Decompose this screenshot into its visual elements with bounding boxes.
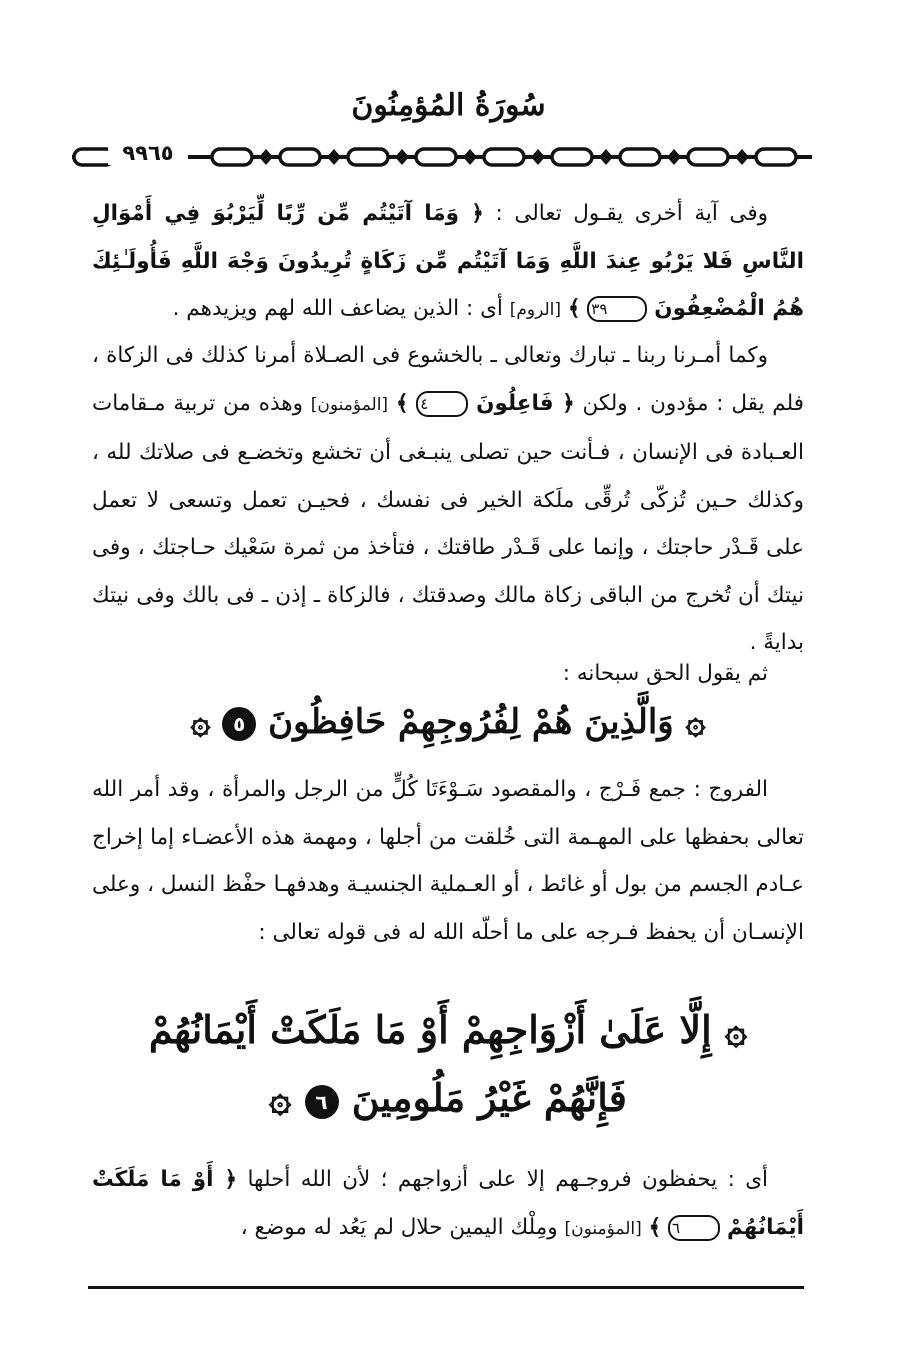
verse-5 [92, 696, 804, 748]
ornament-oval [484, 149, 524, 165]
para1-text-2: أى : الذين يضاعف الله لهم ويزيدهم . [172, 296, 510, 321]
para2-text-2: وهذه من تربية مـقامات العـبادة فى الإنسان ، فـأنت حين تصلى ينبـغى أن تخشع وتخضـع فى صلاتك لله ، وكذلك حـين تُزكّى تُرقِّى ملَكة الخير فى نفسك ، فحيـن تعمل وتسعى لا تعمل على قَـدْر حاجتك ، وإنما على قَـدْر طاقتك ، فتأخذ من ثمرة سَعْيك حـاجتك ، وفى نيتك أن تُخرج من الباقى زكاة مالك وصدقتك ، فالزكاة ـ إذن ـ فى بالك وفى نيتك بدايةً . [92, 390, 804, 655]
ornament-diamond [599, 149, 613, 165]
para2-reference: [المؤمنون] [310, 394, 389, 415]
ornament-diamond [395, 149, 409, 165]
ornament-diamond [735, 149, 749, 165]
para4-text: الفروج : جمع فَـرْج ، والمقصود سَـوْءَتَا كُلٍّ من الرجل والمرأة ، وقد أمر الله تعالى بحفظها على المهـمة التى خُلقت من أجلها ، ومهمة هذه الأعضـاء إما إخراج عـادم الجسم من بول أو غائط ، أو العـملية الجنسيـة وهدفهـا حفْظ النسل ، وعلى الإنسـان أن يحفظ فـرجه على ما أحلّه الله له فى قوله تعالى : [92, 777, 804, 945]
verse6-number: ٦ [305, 1085, 339, 1119]
para1-quran-quote: ﴿ وَمَا آتَيْتُم مِّن رِّبًا لِّيَرْبُوَ فِي أَمْوَالِ النَّاسِ فَلا يَرْبُو عِندَ اللَّهِ وَمَا آتَيْتُم مِّن زَكَاةٍ تُرِيدُونَ وَجْهَ اللَّهِ فَأُولَـٰئِكَ هُمُ الْمُضْعِفُونَ [92, 201, 804, 321]
verse5-ornament-open: ۞ [685, 702, 706, 742]
para2-verse-number: ٤ [416, 391, 468, 417]
para5-text-2: ومِلْك اليمين حلال لم يَعُد له موضع ، [240, 1214, 565, 1240]
verse6-line-2 [92, 1064, 804, 1132]
para5-quran-quote: ﴿ أَوْ مَا مَلَكَتْ أَيْمَانُهُمْ [92, 1167, 804, 1240]
ornament-oval [620, 149, 660, 165]
para2-quran-quote: ﴿ فَاعِلُونَ [476, 390, 575, 416]
para5-reference: [المؤمنون] [564, 1218, 642, 1239]
verse6-ornament-open: ۞ [724, 1007, 748, 1052]
verse6-line-1 [92, 996, 804, 1064]
verse6-text-line-2: فَإِنَّهُمْ غَيْرُ مَلُومِينَ [351, 1075, 627, 1120]
para1-quote-close: ﴾ [567, 296, 581, 321]
para5-quote-close: ﴾ [648, 1214, 662, 1240]
verse5-text: وَالَّذِينَ هُمْ لِفُرُوجِهِمْ حَافِظُونَ [268, 702, 674, 742]
ornament-oval [688, 149, 728, 165]
para1-verse-number: ٣٩ [587, 296, 647, 322]
paragraph-5 [92, 1156, 804, 1253]
ornament-oval [756, 149, 796, 165]
ornament-oval [212, 149, 252, 165]
ornament-diamond [259, 149, 273, 165]
paragraph-1 [92, 190, 804, 335]
verse5-ornament-close: ۞ [190, 702, 211, 742]
para5-text-1: أى : يحفظون فروجـهم إلا على أزواجهم ؛ لأن الله أحلها [237, 1167, 768, 1192]
paragraph-3 [92, 650, 804, 698]
verse6-ornament-close: ۞ [269, 1075, 292, 1120]
ornament-oval [348, 149, 388, 165]
para1-reference: [الروم] [509, 300, 561, 320]
paragraph-2 [92, 332, 804, 667]
ornament-diamond [667, 149, 681, 165]
ornament-oval [552, 149, 592, 165]
ornament-oval [280, 149, 320, 165]
ornament-diamond [463, 149, 477, 165]
verse5-number: ٥ [222, 707, 256, 741]
paragraph-4 [92, 766, 804, 956]
para3-text: ثم يقول الحق سبحانه : [562, 661, 768, 686]
ornament-oval [416, 149, 456, 165]
para1-text-1: وفى آية أخرى يقـول تعالى : [483, 201, 768, 226]
ornament-diamond [531, 149, 545, 165]
para2-text-1: وكما أمـرنا ربنا ـ تبارك وتعالى ـ بالخشوع فى الصـلاة أمرنا كذلك فى الزكاة ، فلم يقل : مؤدون . ولكن [92, 343, 804, 416]
para2-quote-close: ﴾ [395, 390, 409, 416]
page-number: ٩٩٦٥ [108, 141, 188, 165]
surah-title: سُورَةُ المُؤمِنُونَ [351, 88, 546, 123]
verse6-text-line-1: إِلَّا عَلَىٰ أَزْوَاجِهِمْ أَوْ مَا مَلَكَتْ أَيْمَانُهُمْ [148, 1007, 712, 1052]
ornament-diamond [327, 149, 341, 165]
para5-verse-number: ٦ [668, 1215, 720, 1241]
verse-6 [92, 996, 804, 1132]
footer-rule [88, 1286, 804, 1289]
